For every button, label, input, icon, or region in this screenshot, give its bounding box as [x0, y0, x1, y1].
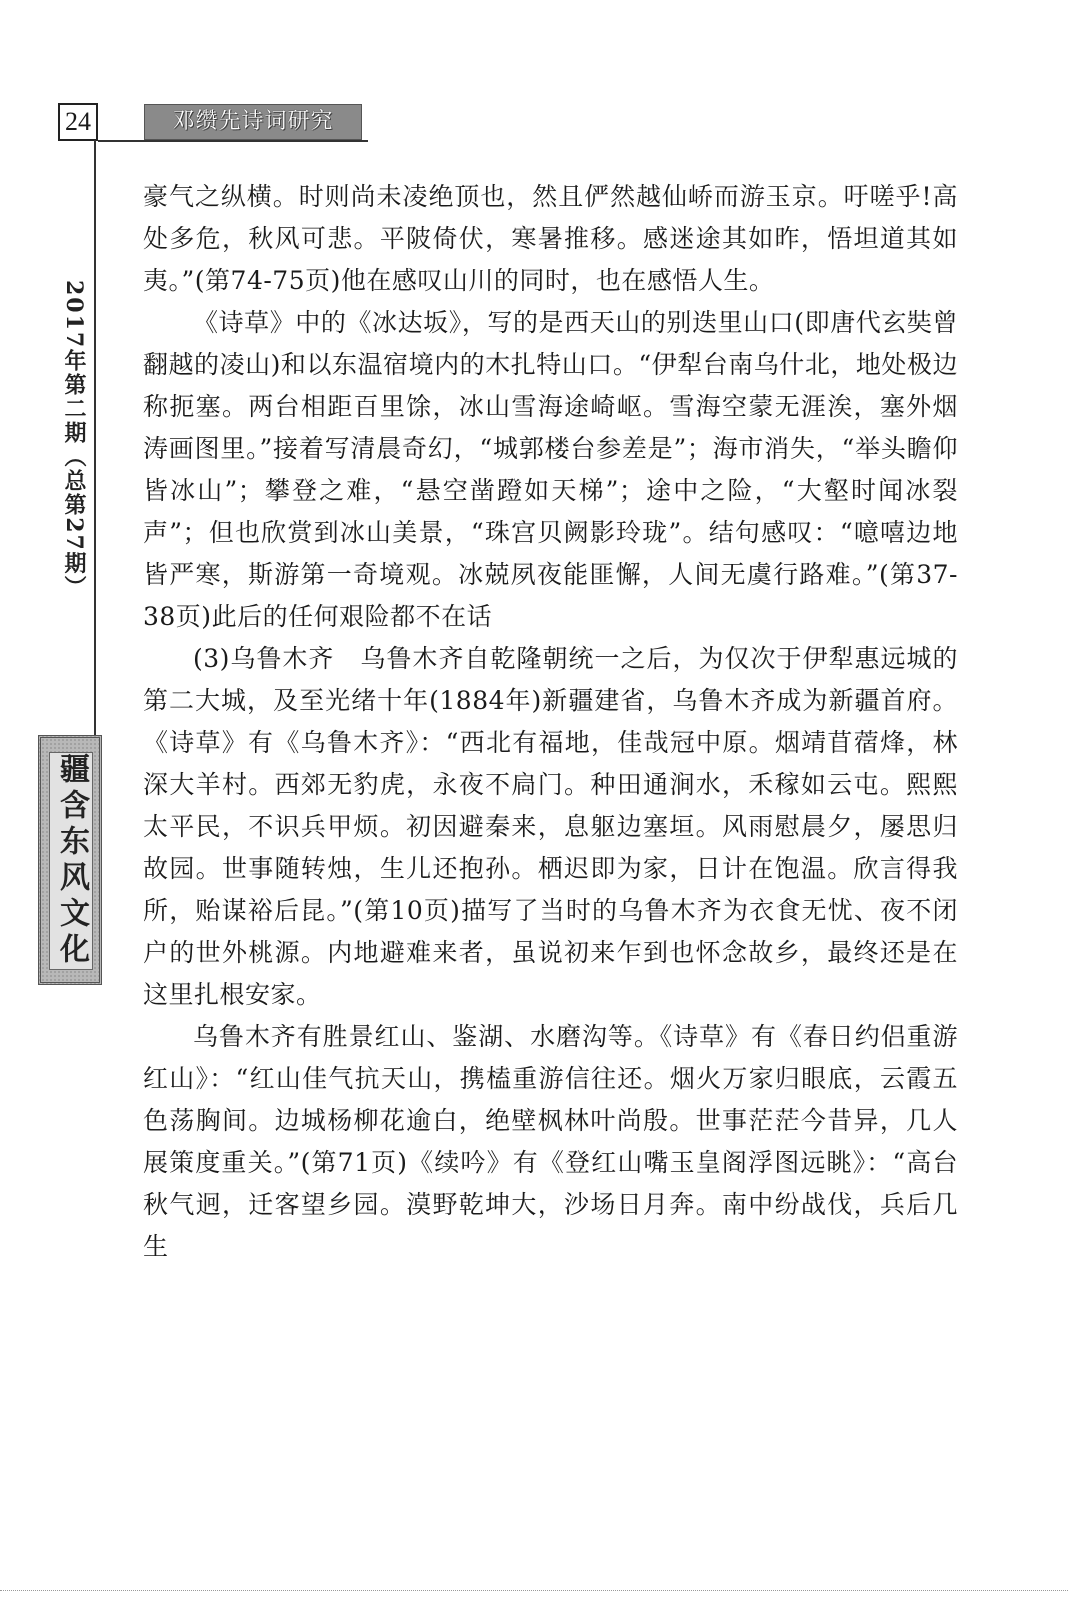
- section-title: 邓缵先诗词研究: [144, 104, 362, 140]
- paragraph: 《诗草》中的《冰达坂》，写的是西天山的别迭里山口(即唐代玄奘曾翻越的凌山)和以东温宿境内的木扎特山口。“伊犁台南乌什北，地处极边称扼塞。两台相距百里馀，冰山雪海途崎岖。雪海空蒙无涯涘，塞外烟涛画图里。”接着写清晨奇幻，“城郭楼台参差是”；海市消失，“举头瞻仰皆冰山”；攀登之难，“悬空凿蹬如天梯”；途中之险，“大壑时闻冰裂声”；但也欣赏到冰山美景，“珠宫贝阙影玲珑”。结句感叹：“噫嘻边地皆严寒，斯游第一奇境观。冰兢夙夜能匪懈，人间无虞行路难。”(第37-38页)此后的任何艰险都不在话: [143, 308, 958, 631]
- journal-logo-seal-icon: 疆含东风文化: [49, 752, 93, 970]
- margin-rule: [94, 140, 96, 735]
- journal-logo: [38, 735, 102, 985]
- bottom-edge: [0, 1590, 1068, 1591]
- paragraph: (3)乌鲁木齐 乌鲁木齐自乾隆朝统一之后，为仅次于伊犁惠远城的第二大城，及至光绪十年(1884年)新疆建省，乌鲁木齐成为新疆首府。《诗草》有《乌鲁木齐》：“西北有福地，佳哉冠中原。烟靖苜蓿烽，林深大羊村。西郊无豹虎，永夜不扃门。种田通涧水，禾稼如云屯。熙熙太平民，不识兵甲烦。初因避秦来，息躯边塞垣。风雨慰晨夕，屡思归故园。世事随转烛，生儿还抱孙。栖迟即为家，日计在饱温。欣言得我所，贻谋裕后昆。”(第10页)描写了当时的乌鲁木齐为衣食无忧、夜不闭户的世外桃源。内地避难来者，虽说初来乍到也怀念故乡，最终还是在这里扎根安家。: [143, 644, 958, 1009]
- paragraph: 乌鲁木齐有胜景红山、鉴湖、水磨沟等。《诗草》有《春日约侣重游红山》：“红山佳气抗天山，携榼重游信往还。烟火万家归眼底，云霞五色荡胸间。边城杨柳花逾白，绝壁枫林叶尚殷。世事茫茫今昔异，几人展策度重关。”(第71页)《续吟》有《登红山嘴玉皇阁浮图远眺》：“高台秋气迥，迁客望乡园。漠野乾坤大，沙场日月奔。南中纷战伐，兵后几生: [143, 1022, 958, 1261]
- issue-label: 2017年第二期（总第27期）: [61, 280, 87, 600]
- article-body: [143, 176, 958, 1268]
- header-rule: [98, 140, 368, 142]
- paragraph: 豪气之纵横。时则尚未凌绝顶也，然且俨然越仙峤而游玉京。吁嗟乎!高处多危，秋风可悲。平陂倚伏，寒暑推移。感迷途其如昨，悟坦道其如夷。”(第74-75页)他在感叹山川的同时，也在感悟人生。: [143, 182, 958, 295]
- page-number: 24: [58, 103, 98, 141]
